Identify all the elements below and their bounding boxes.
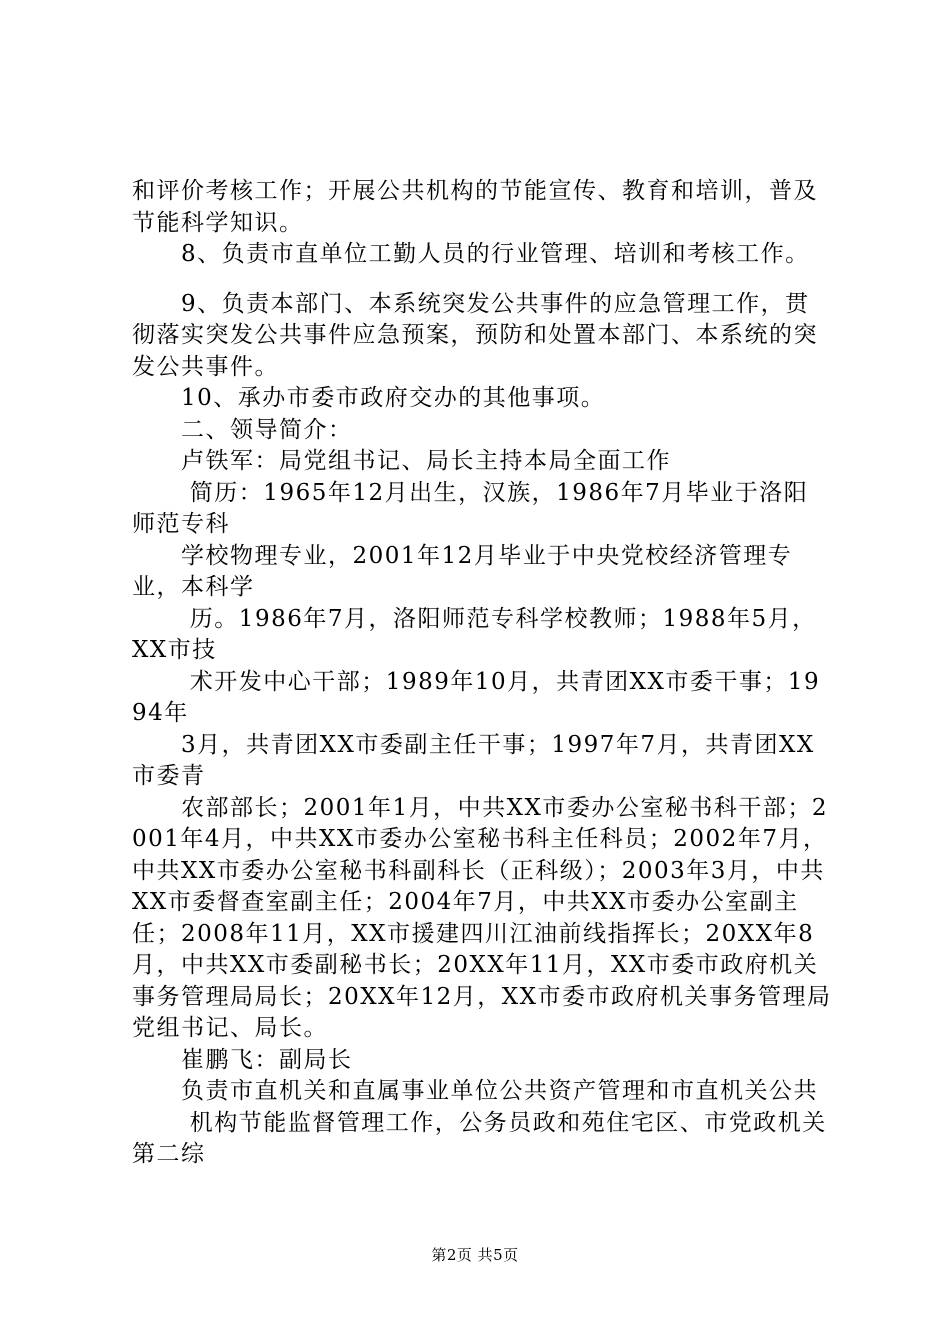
leader-lu-resume-line-3: 历。1986年7月，洛阳师范专科学校教师；1988年5月，XX市技 bbox=[132, 605, 817, 663]
paragraph-item-9: 9、负责本部门、本系统突发公共事件的应急管理工作，贯彻落实突发公共事件应急预案，预防和处置本部门、本系统的突发公共事件。 bbox=[132, 290, 818, 380]
paragraph-item-10: 10、承办市委市政府交办的其他事项。 bbox=[132, 385, 606, 411]
document-body bbox=[132, 176, 832, 1171]
section-heading-leaders: 二、领导简介： bbox=[132, 416, 353, 443]
leader-cui-title: 崔鹏飞：副局长 bbox=[132, 1046, 353, 1073]
leader-lu-resume-block: 农部部长；2001年1月，中共XX市委办公室秘书科干部；2001年4月，中共XX市委办公室秘书科主任科员；2002年7月，中共XX市委办公室秘书科副科长（正科级）；2003年3月，中共XX市委督查室副主任；2004年7月，中共XX市委办公室副主任；2008年11月，XX市援建四川江油前线指挥长；20XX年8月，中共XX市委副秘书长；20XX年11月，XX市委市政府机关事务管理局局长；20XX年12月，XX市委市政府机关事务管理局党组书记、局长。 bbox=[132, 794, 832, 1041]
leader-lu-resume-line-5: 3月，共青团XX市委副主任干事；1997年7月，共青团XX市委青 bbox=[132, 731, 815, 789]
leader-cui-duty-line-1: 负责市直机关和直属事业单位公共资产管理和市直机关公共 bbox=[132, 1078, 818, 1104]
paragraph-item-8: 8、负责市直单位工勤人员的行业管理、培训和考核工作。 bbox=[132, 241, 810, 267]
paragraph-energy-saving: 和评价考核工作；开展公共机构的节能宣传、教育和培训，普及节能科学知识。 bbox=[132, 178, 818, 236]
leader-lu-resume-line-2: 学校物理专业，2001年12月毕业于中央党校经济管理专业，本科学 bbox=[132, 542, 793, 600]
leader-lu-resume-line-1: 简历：1965年12月出生，汉族，1986年7月毕业于洛阳师范专科 bbox=[132, 479, 809, 537]
page-footer bbox=[0, 1244, 950, 1265]
page-number: 第2页 共5页 bbox=[431, 1246, 519, 1264]
leader-lu-resume-line-4: 术开发中心干部；1989年10月，共青团XX市委干事；1994年 bbox=[132, 668, 821, 726]
leader-lu-title: 卢铁军：局党组书记、局长主持本局全面工作 bbox=[132, 448, 671, 474]
leader-cui-duty-line-2: 机构节能监督管理工作，公务员政和苑住宅区、市党政机关第二综 bbox=[132, 1109, 827, 1167]
